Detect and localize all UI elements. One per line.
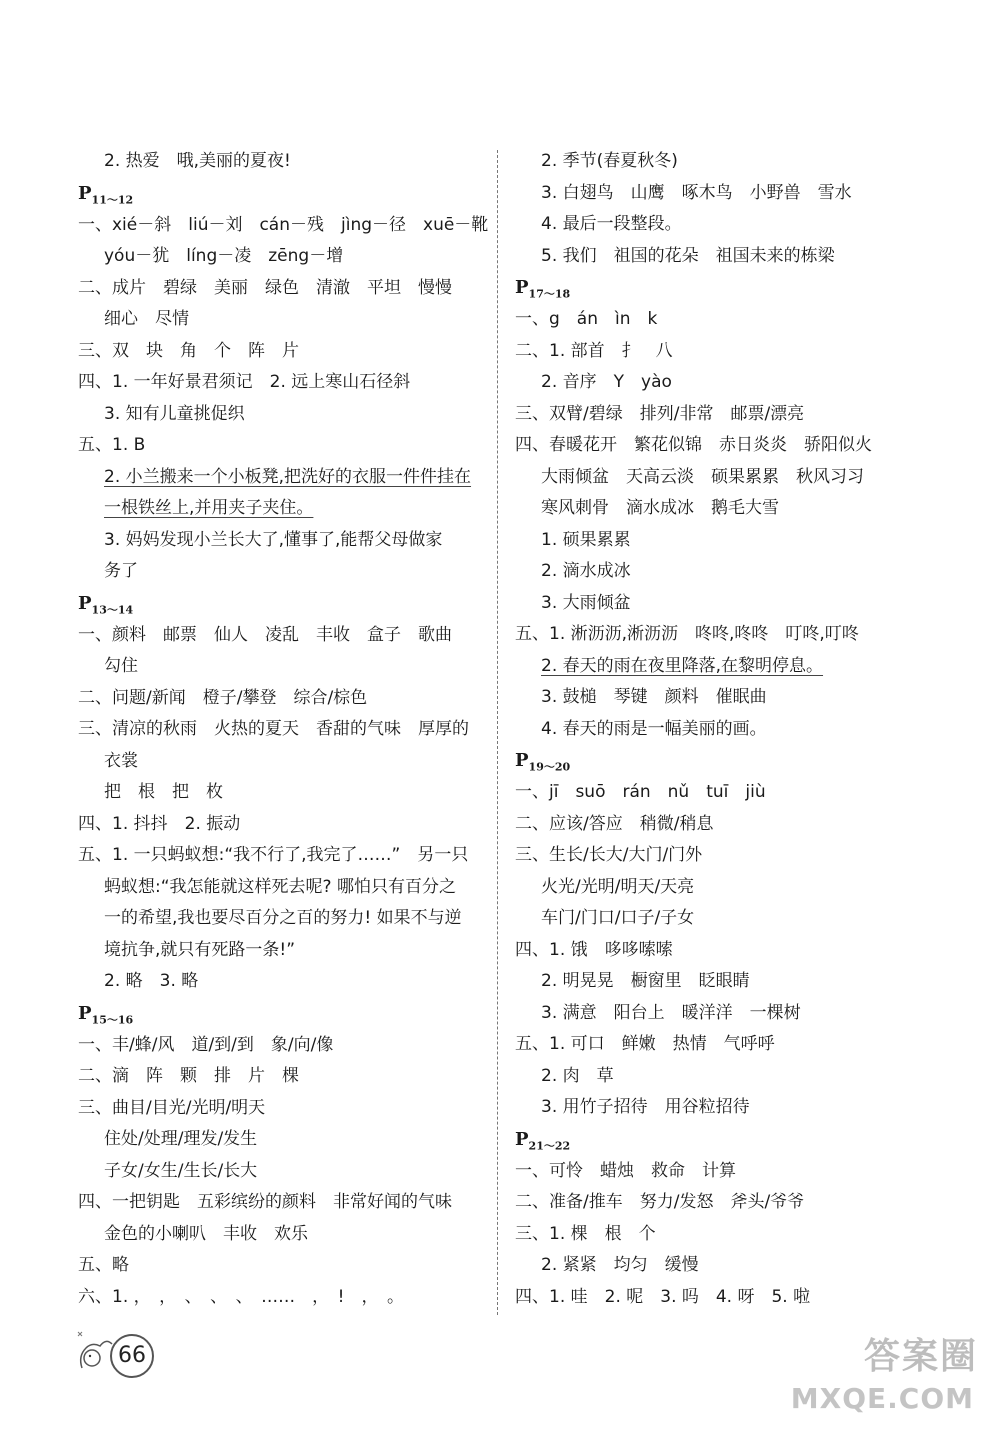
answer-line: 四、一把钥匙 五彩缤纷的颜料 非常好闻的气味 [78, 1192, 452, 1212]
answer-line: 2. 小兰搬来一个小板凳,把洗好的衣服一件件挂在 [104, 466, 472, 487]
answer-line: 5. 我们 祖国的花朵 祖国未来的栋梁 [541, 245, 835, 266]
answer-line: 2. 滴水成冰 [541, 561, 631, 581]
answer-line: 三、1. 棵 根 个 [515, 1223, 656, 1244]
page-prefix: P [78, 182, 92, 204]
answer-line: 2. 紧紧 均匀 缓慢 [541, 1255, 699, 1275]
answer-line: 子女/女生/生长/长大 [104, 1160, 258, 1181]
answer-line: 四、1. 哇 2. 呢 3. 吗 4. 呀 5. 啦 [515, 1286, 811, 1307]
answer-line: 一根铁丝上,并用夹子夹住。 [104, 498, 314, 518]
answer-line: 三、清凉的秋雨 火热的夏天 香甜的气味 厚厚的 [78, 719, 469, 739]
answer-line: 2. 季节(春夏秋冬) [541, 151, 678, 171]
page-range: 13～14 [91, 603, 134, 617]
answer-line: 四、1. 饿 哆哆嗦嗦 [515, 939, 673, 960]
answer-line: 2. 音序 Y yào [541, 372, 672, 392]
answer-line: 勾住 [104, 656, 138, 676]
answer-line: 三、双 块 角 个 阵 片 [78, 340, 299, 361]
answer-line: 3. 白翅鸟 山鹰 啄木鸟 小野兽 雪水 [541, 182, 852, 203]
answer-line: 二、准备/推车 努力/发怒 斧头/爷爷 [515, 1192, 805, 1212]
page-number: 66 [110, 1334, 154, 1378]
answer-line: 衣裳 [104, 750, 138, 771]
answer-line: 五、1. 淅沥沥,淅沥沥 咚咚,咚咚 叮咚,叮咚 [515, 624, 859, 644]
answer-line: 2. 春天的雨在夜里降落,在黎明停息。 [541, 655, 824, 676]
page-range-heading [78, 178, 488, 210]
page-range-heading [78, 588, 488, 620]
page-range: 19～20 [528, 760, 571, 774]
answer-line: 把 根 把 枚 [104, 782, 223, 802]
answer-line: 一、jī suō rán nǔ tuī jiù [515, 782, 766, 802]
answer-line: 二、应该/答应 稍微/稍息 [515, 813, 714, 834]
answer-line: 3. 妈妈发现小兰长大了,懂事了,能帮父母做家 [104, 529, 443, 550]
answer-line: 五、1. 可口 鲜嫩 热情 气呼呼 [515, 1034, 775, 1054]
answer-line: 一、丰/蜂/风 道/到/到 象/向/像 [78, 1034, 334, 1055]
answer-line: 3. 用竹子招待 用谷粒招待 [541, 1097, 750, 1117]
answer-line: 细心 尽情 [104, 309, 189, 329]
answer-line: 4. 最后一段整段。 [541, 214, 682, 234]
watermark-logo: 答案圈 [863, 1336, 978, 1377]
watermark-url: MXQE.COM [790, 1382, 974, 1415]
answer-line: 三、曲目/目光/光明/明天 [78, 1097, 266, 1118]
answer-line: 境抗争,就只有死路一条!” [104, 939, 296, 960]
answer-line: 二、滴 阵 颗 排 片 棵 [78, 1066, 299, 1086]
answer-line: 二、问题/新闻 橙子/攀登 综合/棕色 [78, 687, 368, 708]
answer-line: 2. 略 3. 略 [104, 971, 199, 991]
answer-line: 一、颜料 邮票 仙人 凌乱 丰收 盒子 歌曲 [78, 624, 452, 645]
answer-line: 火光/光明/明天/天亮 [541, 876, 695, 897]
left-column [78, 146, 488, 1313]
page-range: 11～12 [91, 193, 134, 207]
page-range-heading [515, 272, 915, 304]
page-prefix: P [78, 592, 92, 614]
answer-line: 3. 大雨倾盆 [541, 592, 631, 613]
answer-line: 四、1. 一年好景君须记 2. 远上寒山石径斜 [78, 372, 411, 392]
answer-line: 五、略 [78, 1255, 129, 1275]
answer-line: 三、生长/长大/大门/门外 [515, 845, 703, 865]
answer-line: 六、1. ， ， 、 、 、 …… ， ! ， 。 [78, 1286, 404, 1307]
page-range-heading [515, 1124, 915, 1156]
answer-line: 车门/门口/口子/子女 [541, 908, 695, 928]
page-prefix: P [515, 1128, 529, 1150]
answer-line: 金色的小喇叭 丰收 欢乐 [104, 1223, 308, 1244]
answer-line: 寒风刺骨 滴水成冰 鹅毛大雪 [541, 498, 779, 518]
answer-line: 3. 满意 阳台上 暖洋洋 一棵树 [541, 1002, 801, 1023]
answer-line: 一、g án ìn k [515, 309, 658, 329]
answer-line: 一的希望,我也要尽百分之百的努力! 如果不与逆 [104, 908, 462, 928]
page-range: 21～22 [528, 1139, 571, 1153]
answer-line: 2. 肉 草 [541, 1065, 614, 1086]
answer-line: 1. 硕果累累 [541, 529, 631, 550]
answer-line: 2. 热爱 哦,美丽的夏夜! [104, 151, 291, 171]
column-divider [497, 150, 498, 1315]
answer-line: 五、1. B [78, 435, 146, 455]
answer-line: 五、1. 一只蚂蚁想:“我不行了,我完了……” 另一只 [78, 845, 469, 865]
page-range: 17～18 [528, 287, 571, 301]
answer-line: 二、1. 部首 扌 八 [515, 340, 673, 361]
answer-line: 4. 春天的雨是一幅美丽的画。 [541, 718, 767, 739]
answer-line: 一、可怜 蜡烛 救命 计算 [515, 1160, 736, 1181]
answer-line: 四、1. 抖抖 2. 振动 [78, 813, 241, 834]
page-range-heading [515, 745, 915, 777]
answer-line: yóu－犹 líng－凌 zēng－增 [104, 246, 344, 266]
page-range-heading [78, 998, 488, 1030]
answer-line: 住处/处理/理发/发生 [104, 1129, 258, 1149]
answer-line: 3. 知有儿童挑促织 [104, 403, 245, 424]
page-prefix: P [515, 277, 529, 298]
answer-line: 务了 [104, 561, 138, 581]
page-range: 15～16 [91, 1013, 134, 1027]
answer-line: 二、成片 碧绿 美丽 绿色 清澈 平坦 慢慢 [78, 277, 452, 298]
answer-line: 蚂蚁想:“我怎能就这样死去呢? 哪怕只有百分之 [104, 876, 456, 897]
answer-line: 一、xié－斜 liú－刘 cán－残 jìng－径 xuē－靴 [78, 214, 489, 235]
answer-line: 大雨倾盆 天高云淡 硕果累累 秋风习习 [541, 466, 864, 487]
answer-line: 三、双臂/碧绿 排列/非常 邮票/漂亮 [515, 403, 805, 424]
right-column [515, 146, 915, 1313]
answer-line: 四、春暖花开 繁花似锦 赤日炎炎 骄阳似火 [515, 435, 872, 455]
page-prefix: P [78, 1002, 92, 1024]
page-prefix: P [515, 750, 529, 771]
answer-line: 3. 鼓槌 琴键 颜料 催眠曲 [541, 687, 767, 707]
answer-line: 2. 明晃晃 橱窗里 眨眼睛 [541, 971, 750, 991]
